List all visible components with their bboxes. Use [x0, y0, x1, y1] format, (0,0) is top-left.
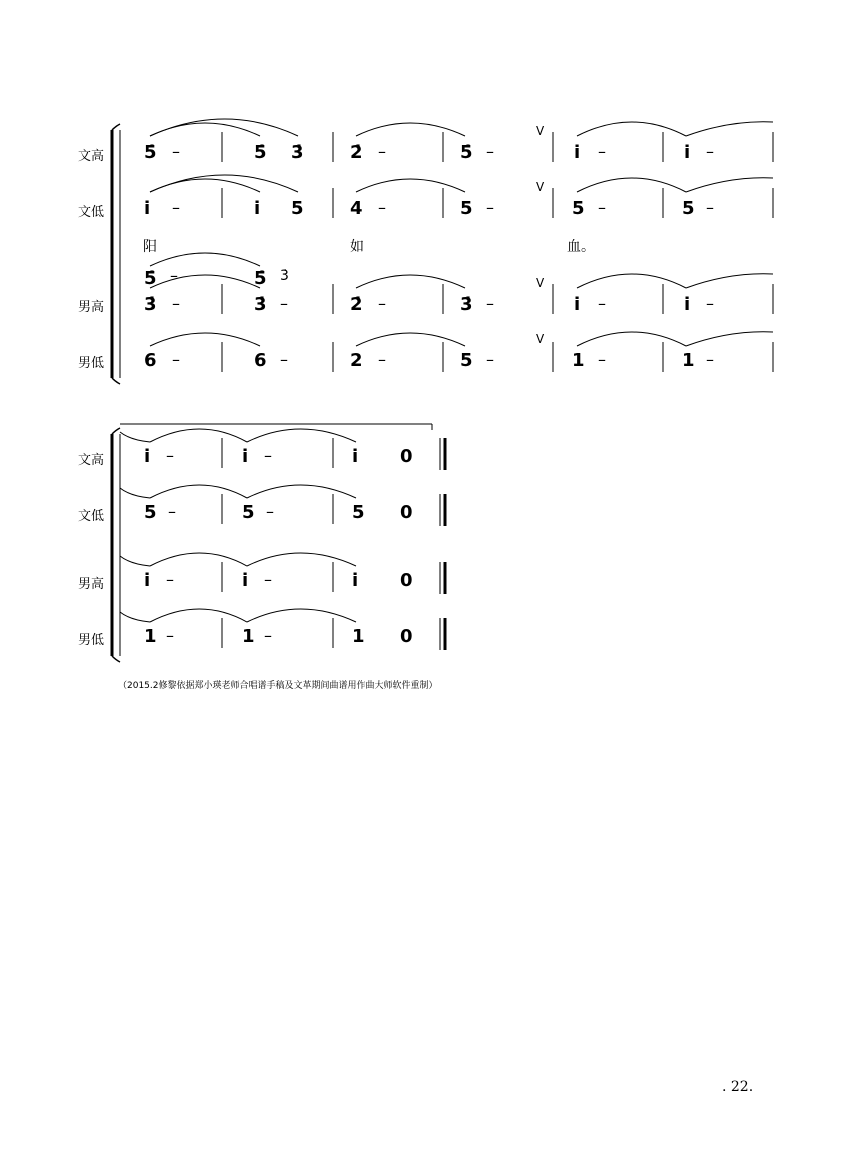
part-label-tenor-2: 男高 — [78, 577, 105, 592]
system1-row-alto — [144, 198, 714, 219]
dash: – — [280, 294, 288, 313]
dash: – — [598, 350, 606, 369]
dash: – — [170, 266, 178, 285]
note: 5̇ — [254, 142, 267, 163]
note: 4 — [350, 198, 363, 219]
note: 0 — [400, 502, 413, 523]
dash: – — [280, 350, 288, 369]
breath-mark: V — [536, 180, 545, 194]
system1-row-soprano — [144, 142, 714, 163]
note: 0 — [400, 626, 413, 647]
note: 5 — [352, 502, 365, 523]
dash: – — [486, 350, 494, 369]
note: i — [242, 446, 249, 467]
dash: – — [486, 198, 494, 217]
page-number: . 22. — [722, 1079, 754, 1095]
note: 0 — [400, 446, 413, 467]
dash: – — [378, 294, 386, 313]
note: 2 — [350, 350, 363, 371]
dash: – — [598, 198, 606, 217]
system2-slurs — [120, 429, 359, 622]
lyric-yang: 阳 — [143, 239, 157, 255]
dash: – — [168, 502, 176, 521]
part-label-bass-2: 男低 — [78, 633, 105, 648]
dash: – — [378, 198, 386, 217]
lyric-ru: 如 — [350, 239, 364, 255]
note: 5 — [460, 350, 473, 371]
breath-mark: V — [536, 124, 545, 138]
note: 5 — [242, 502, 255, 523]
breath-mark: V — [536, 276, 545, 290]
note: i — [144, 446, 151, 467]
part-label-soprano: 文高 — [78, 149, 105, 164]
dash: – — [706, 142, 714, 161]
system2-row-alto — [144, 502, 413, 523]
note: 1 — [144, 626, 157, 647]
dash: – — [166, 626, 174, 645]
system1-barlines — [222, 132, 773, 372]
note: i — [574, 142, 581, 163]
system2-bracket — [112, 428, 120, 662]
note: 3̇ — [460, 294, 473, 315]
dash: – — [264, 626, 272, 645]
credit-note: （2015.2修黎依据郑小瑛老师合唱谱手稿及文革期间曲谱用作曲大师软件重制） — [118, 681, 438, 691]
dash: – — [172, 294, 180, 313]
system2-final-barlines — [440, 438, 445, 650]
dash: – — [706, 350, 714, 369]
note: 1 — [682, 350, 695, 371]
note: 0 — [400, 570, 413, 591]
note: 2̇ — [350, 142, 363, 163]
dash: – — [486, 142, 494, 161]
note: i — [684, 142, 691, 163]
dash: – — [264, 570, 272, 589]
system2-row-soprano — [144, 446, 413, 467]
note: 5 — [572, 198, 585, 219]
breath-mark: V — [536, 332, 545, 346]
dash: – — [706, 198, 714, 217]
part-label-tenor: 男高 — [78, 300, 105, 315]
dash: – — [378, 142, 386, 161]
system1-bracket — [112, 124, 120, 384]
note: i — [144, 198, 151, 219]
note: i — [254, 198, 261, 219]
dash: – — [172, 198, 180, 217]
note: 1 — [242, 626, 255, 647]
dash: – — [706, 294, 714, 313]
note: 5̇ — [460, 142, 473, 163]
note: i — [684, 294, 691, 315]
lyric-xue: 血。 — [567, 239, 595, 255]
part-label-bass: 男低 — [78, 356, 105, 371]
dash: – — [166, 446, 174, 465]
note: 1 — [572, 350, 585, 371]
note: 5̇ — [254, 268, 267, 289]
part-label-alto: 文低 — [78, 205, 105, 220]
note: 6 — [254, 350, 267, 371]
system2-row-bass — [144, 626, 413, 647]
note: 5̇ — [144, 268, 157, 289]
dash: – — [598, 142, 606, 161]
note: i — [574, 294, 581, 315]
part-label-alto-2: 文低 — [78, 509, 105, 524]
note: 5 — [144, 502, 157, 523]
note: i — [144, 570, 151, 591]
dash: – — [172, 350, 180, 369]
note: 2̇ — [350, 294, 363, 315]
note: 6 — [144, 350, 157, 371]
dash: – — [266, 502, 274, 521]
system1-row-bass — [144, 350, 714, 371]
dash: – — [486, 294, 494, 313]
system1-row-tenor — [144, 294, 714, 315]
note: 1 — [352, 626, 365, 647]
system2-top-line — [120, 424, 432, 430]
note: 3̇ — [144, 294, 157, 315]
note: 3̇ — [280, 268, 289, 284]
dash: – — [378, 350, 386, 369]
note: i — [352, 570, 359, 591]
note: 3̇ — [254, 294, 267, 315]
note: 5 — [460, 198, 473, 219]
system1-row-tenor-upper — [144, 266, 289, 289]
note: 5̇ — [144, 142, 157, 163]
part-label-soprano-2: 文高 — [78, 453, 105, 468]
note: i — [352, 446, 359, 467]
dash: – — [598, 294, 606, 313]
system2-barlines — [222, 438, 333, 648]
note: 5 — [291, 198, 304, 219]
dash: – — [264, 446, 272, 465]
system2-row-tenor — [144, 570, 413, 591]
dash: – — [166, 570, 174, 589]
note: 3̇ — [291, 142, 304, 163]
note: i — [242, 570, 249, 591]
dash: – — [172, 142, 180, 161]
system1-breath-marks — [536, 124, 545, 346]
note: 5 — [682, 198, 695, 219]
